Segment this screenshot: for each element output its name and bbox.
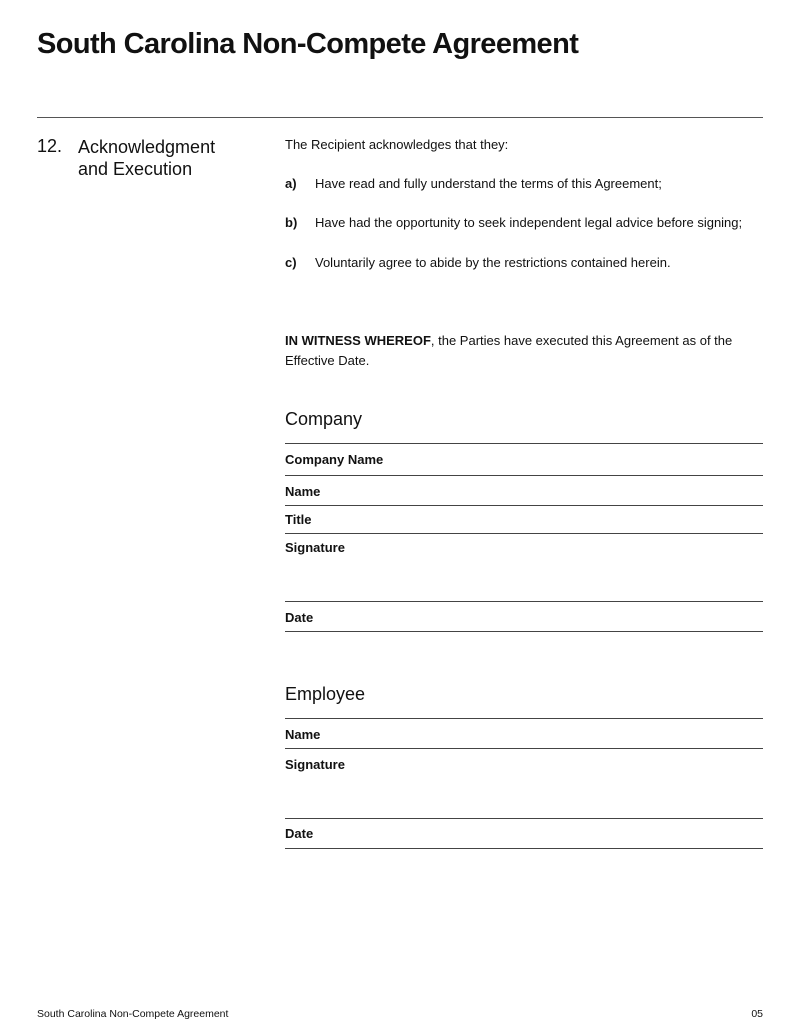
employee-rule xyxy=(285,718,763,719)
section-number: 12. xyxy=(37,136,63,156)
company-rule xyxy=(285,443,763,444)
document-title: South Carolina Non-Compete Agreement xyxy=(37,28,579,60)
employee-heading: Employee xyxy=(285,684,366,704)
section-title: Acknowledgment and Execution xyxy=(78,137,216,179)
clause-text: Have had the opportunity to seek independent legal advice before signing; xyxy=(315,215,743,230)
field-rule xyxy=(285,748,763,749)
company-name-field[interactable]: Company Name xyxy=(285,452,384,467)
field-rule xyxy=(285,533,763,534)
witness-lead: IN WITNESS WHEREOF xyxy=(285,333,431,348)
clause-text: Voluntarily agree to abide by the restrictions contained herein. xyxy=(315,255,671,270)
employee-date-field[interactable]: Date xyxy=(285,826,314,841)
clause-marker: b) xyxy=(285,215,298,230)
title-divider xyxy=(37,117,763,118)
company-heading: Company xyxy=(285,409,363,429)
page-number: 05 xyxy=(751,1008,763,1020)
clause-text: Have read and fully understand the terms of this Agreement; xyxy=(315,176,662,191)
employee-signature-field[interactable]: Signature xyxy=(285,757,345,772)
witness-text: , the Parties have executed this Agreement as of the Effective Date. xyxy=(285,333,733,368)
field-rule xyxy=(285,848,763,849)
footer-document-name: South Carolina Non-Compete Agreement xyxy=(37,1008,229,1020)
field-rule xyxy=(285,505,763,506)
witness-statement xyxy=(285,331,763,371)
acknowledgment-intro: The Recipient acknowledges that they: xyxy=(285,137,509,152)
clause-marker: c) xyxy=(285,255,297,270)
employee-name-field[interactable]: Name xyxy=(285,727,321,742)
clause-marker: a) xyxy=(285,176,297,191)
company-title-field[interactable]: Title xyxy=(285,512,312,527)
field-rule xyxy=(285,818,763,819)
company-date-field[interactable]: Date xyxy=(285,610,314,625)
field-rule xyxy=(285,601,763,602)
field-rule xyxy=(285,475,763,476)
field-rule xyxy=(285,631,763,632)
company-signature-field[interactable]: Signature xyxy=(285,540,345,555)
company-signer-name-field[interactable]: Name xyxy=(285,484,321,499)
